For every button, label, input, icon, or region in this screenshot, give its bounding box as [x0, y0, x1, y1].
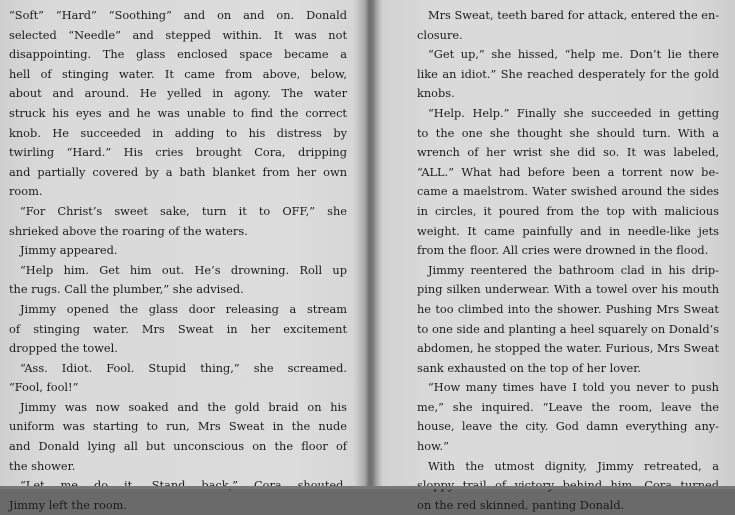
text-line: weight. It came painfully and in needle-like jets — [417, 223, 719, 238]
text-line: Jimmy left the room. — [9, 497, 128, 512]
text-line: came a maelstrom. Water swished around the sides — [417, 184, 719, 199]
text-line: shrieked above the roaring of the waters. — [9, 223, 248, 238]
text-line: selected “Needle” and stepped within. It was not — [9, 27, 347, 42]
text-line: “For Christ’s sweet sake, turn it to OFF,” she — [20, 203, 347, 218]
text-line: “Help him. Get him out. He’s drowning. Roll up — [20, 262, 347, 277]
text-line: the shower. — [9, 458, 76, 473]
text-line: “Ass. Idiot. Fool. Stupid thing,” she screamed. — [20, 360, 347, 375]
text-line: “Get up,” she hissed, “help me. Don’t lie there — [428, 47, 719, 62]
text-line: struck his eyes and he was unable to find the correct — [9, 105, 347, 120]
text-line: the rugs. Call the plumber,” she advised. — [9, 282, 244, 297]
text-line: in circles, it poured from the top with malicious — [417, 203, 719, 218]
text-line: abdomen, he stopped the water. Furious, Mrs Sweat — [417, 341, 719, 356]
text-line: he too climbed into the shower. Pushing Mrs Sweat — [417, 301, 719, 316]
text-line: disappointing. The glass enclosed space became a — [9, 47, 347, 62]
book-gutter — [355, 0, 383, 489]
text-line: to one side and planting a heel squarely on Donald’s — [417, 321, 720, 336]
text-line: uniform was starting to run, Mrs Sweat in the nude — [9, 419, 347, 434]
text-line: dropped the towel. — [9, 341, 118, 356]
text-line: hell of stinging water. It came from above, below, — [9, 66, 347, 81]
text-line: wrench of her wrist she did so. It was labeled, — [417, 145, 719, 160]
text-line: knobs. — [417, 86, 455, 101]
page-edge — [0, 486, 735, 489]
text-line: With the utmost dignity, Jimmy retreated, a — [428, 458, 719, 473]
text-line: ping silken underwear. With a towel over his mouth — [417, 282, 719, 297]
text-line: knob. He succeeded in adding to his distress by — [9, 125, 347, 140]
text-line: Jimmy was now soaked and the gold braid on his — [20, 399, 347, 414]
text-line: about and around. He yelled in agony. The water — [9, 86, 347, 101]
text-line: and Donald lying all but unconscious on the floor of — [9, 439, 347, 454]
text-line: how.” — [417, 439, 449, 454]
text-line: closure. — [417, 27, 463, 42]
text-line: room. — [9, 184, 43, 199]
text-line: of stinging water. Mrs Sweat in her excitement — [9, 321, 347, 336]
text-line: twirling “Hard.” His cries brought Cora, dripping — [9, 145, 347, 160]
text-line: Jimmy opened the glass door releasing a stream — [20, 301, 347, 316]
text-line: to the one she thought she should turn. With a — [417, 125, 719, 140]
text-line: “ALL.” What had before been a torrent now be- — [417, 164, 719, 179]
text-line: house, leave the city. God damn everything any- — [417, 419, 719, 434]
right-page — [417, 6, 719, 515]
text-line: “Soft” “Hard” “Soothing” and on and on. Donald — [9, 8, 347, 22]
text-line: me,” she inquired. “Leave the room, leave the — [417, 399, 719, 414]
text-line: Jimmy appeared. — [20, 243, 118, 258]
text-line: “Help. Help.” Finally she succeeded in getting — [428, 105, 719, 120]
text-line: Jimmy reentered the bathroom clad in his drip- — [428, 262, 719, 277]
text-line: on the red skinned, panting Donald. — [417, 497, 625, 512]
text-line: “Fool, fool!” — [9, 380, 79, 395]
text-line: sank exhausted on the top of her lover. — [417, 360, 642, 375]
text-line: like an idiot.” She reached desperately for the gold — [417, 66, 719, 81]
left-page — [9, 6, 347, 515]
text-line: Mrs Sweat, teeth bared for attack, entered the en- — [428, 8, 720, 22]
text-line: from the floor. All cries were drowned in the flood. — [417, 243, 709, 258]
text-line: “How many times have I told you never to push — [428, 380, 719, 395]
text-line: and partially covered by a bath blanket from her own — [9, 164, 347, 179]
